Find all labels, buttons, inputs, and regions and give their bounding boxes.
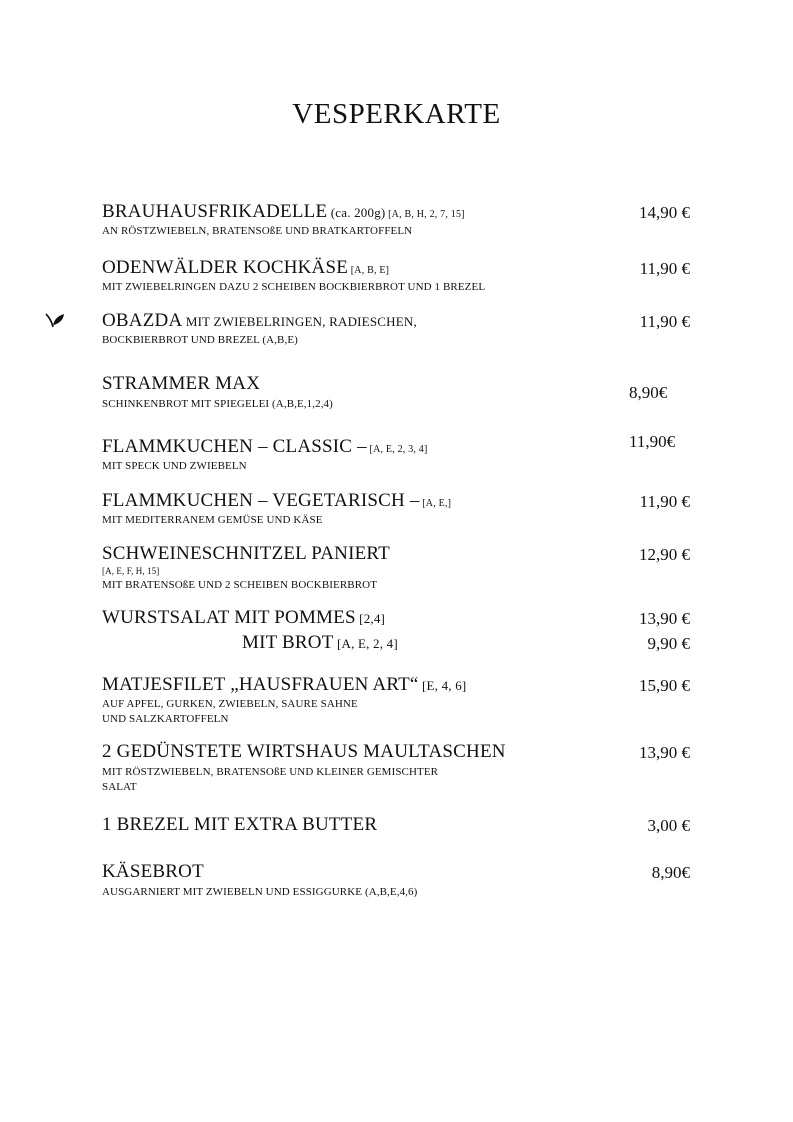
item-description: SCHINKENBROT MIT SPIEGELEI (A,B,E,1,2,4) [102, 398, 333, 410]
item-allergens: [A, B, E] [348, 265, 390, 276]
item-price: 8,90€ [629, 383, 668, 402]
item-name: ODENWÄLDER KOCHKÄSE [102, 257, 349, 278]
item-description: BOCKBIERBROT UND BREZEL (A,B,E) [102, 334, 298, 346]
item-allergens: [2,4] [355, 611, 386, 626]
item-description: MIT BRATENSOßE UND 2 SCHEIBEN BOCKBIERBROT [102, 579, 378, 591]
item-name: MATJESFILET „HAUSFRAUEN ART“ [102, 674, 419, 695]
item-description: MIT RÖSTZWIEBELN, BRATENSOßE UND KLEINER GEMISCHTER [102, 766, 439, 778]
page-title: VESPERKARTE [292, 98, 501, 130]
item-description: MIT SPECK UND ZWIEBELN [102, 460, 247, 472]
item-name: KÄSEBROT [102, 861, 204, 882]
item-name: 1 BREZEL MIT EXTRA BUTTER [102, 814, 378, 835]
item-suffix: MIT ZWIEBELRINGEN, RADIESCHEN, [182, 314, 417, 329]
item-name: 2 GEDÜNSTETE WIRTSHAUS MAULTASCHEN [102, 741, 506, 762]
item-name: OBAZDA [102, 310, 183, 331]
item-price: 11,90 € [639, 492, 690, 511]
item-description: AUSGARNIERT MIT ZWIEBELN UND ESSIGGURKE (A,B,E,4,6) [102, 886, 418, 898]
item-description: AN RÖSTZWIEBELN, BRATENSOßE UND BRATKARTOFFELN [102, 225, 413, 237]
item-price: 13,90 € [639, 743, 690, 762]
item-price: 11,90 € [639, 312, 690, 331]
item-price: 11,90 € [639, 259, 690, 278]
item-price: 11,90€ [629, 432, 676, 451]
leaf-icon [44, 311, 66, 329]
item-price: 3,00 € [647, 816, 690, 835]
item-allergens: [A, B, H, 2, 7, 15] [385, 209, 465, 220]
item-allergens: [A, E, 2, 3, 4] [366, 444, 428, 455]
item-description: MIT ZWIEBELRINGEN DAZU 2 SCHEIBEN BOCKBIERBROT UND 1 BREZEL [102, 281, 486, 293]
item-name: WURSTSALAT MIT POMMES [102, 607, 356, 628]
item-sub-allergens: [A, E, 2, 4] [333, 636, 398, 651]
item-price: 12,90 € [639, 545, 690, 564]
item-price: 15,90 € [639, 676, 690, 695]
item-price: 8,90€ [651, 863, 690, 882]
item-name: FLAMMKUCHEN – CLASSIC – [102, 436, 367, 457]
item-name: BRAUHAUSFRIKADELLE [102, 201, 328, 222]
item-sub-name: MIT BROT [242, 632, 334, 653]
item-name: FLAMMKUCHEN – VEGETARISCH – [102, 490, 420, 511]
item-description: AUF APFEL, GURKEN, ZWIEBELN, SAURE SAHNE [102, 698, 358, 710]
item-description: MIT MEDITERRANEM GEMÜSE UND KÄSE [102, 514, 323, 526]
item-name: STRAMMER MAX [102, 373, 261, 394]
item-price: 13,90 € [639, 609, 690, 628]
item-sub-price: 9,90 € [647, 634, 690, 653]
item-description-2: UND SALZKARTOFFELN [102, 713, 229, 725]
item-price: 14,90 € [639, 203, 690, 222]
item-allergens: [A, E,] [419, 498, 452, 509]
item-size: (ca. 200g) [327, 205, 386, 220]
item-name: SCHWEINESCHNITZEL PANIERT [102, 543, 390, 564]
item-description-2: SALAT [102, 781, 137, 793]
item-allergens: [A, E, F, H, 15] [102, 566, 160, 576]
item-allergens: [E, 4, 6] [418, 678, 467, 693]
